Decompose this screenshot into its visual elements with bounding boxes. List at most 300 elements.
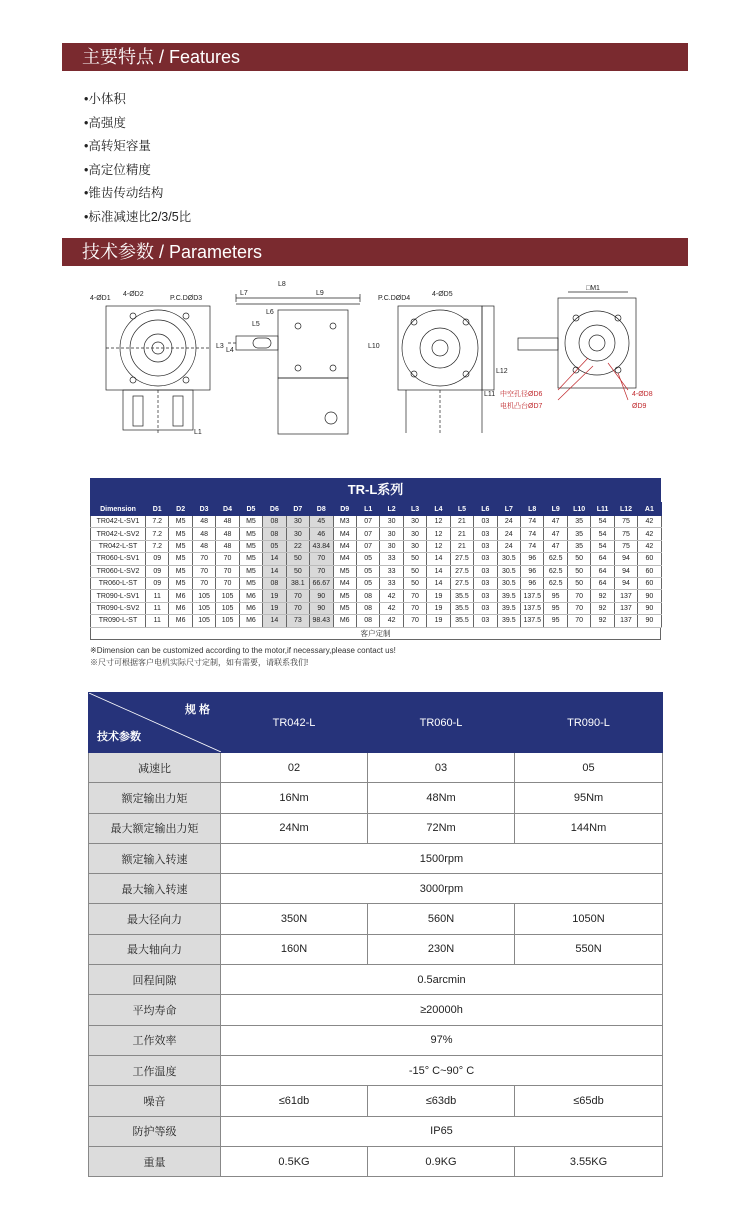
- dimension-cell: 62.5: [544, 577, 567, 589]
- dimension-cell: M4: [333, 577, 356, 589]
- feature-item: •高强度: [84, 115, 126, 130]
- dimension-cell: TR042-L-SV1: [91, 516, 146, 528]
- dimension-cell: 70: [192, 553, 215, 565]
- dimension-cell: 19: [263, 602, 286, 614]
- dimension-cell: 09: [146, 565, 169, 577]
- dimension-cell: 137.5: [521, 615, 544, 627]
- dimension-cell: 05: [356, 577, 379, 589]
- dimension-cell: M5: [169, 540, 192, 552]
- dimension-cell: 21: [450, 516, 473, 528]
- dimension-cell: 70: [567, 615, 590, 627]
- dimension-cell: 74: [521, 540, 544, 552]
- dimension-cell: 30: [286, 516, 309, 528]
- feature-item: •高转矩容量: [84, 139, 151, 153]
- spec-row-label: 回程间隙: [89, 965, 221, 995]
- dimension-cell: 137: [614, 602, 637, 614]
- dimension-cell: 05: [356, 553, 379, 565]
- dimension-cell: 09: [146, 577, 169, 589]
- dimension-cell: M5: [239, 516, 262, 528]
- dimension-header-cell: L12: [614, 503, 637, 516]
- dimension-header-cell: D2: [169, 503, 192, 516]
- spec-row-label: 重量: [89, 1146, 221, 1176]
- spec-row-label: 工作温度: [89, 1055, 221, 1085]
- dimension-cell: 07: [356, 528, 379, 540]
- dimension-cell: 92: [591, 590, 614, 602]
- dimension-cell: 70: [567, 590, 590, 602]
- dimension-table: [90, 502, 662, 628]
- dimension-cell: 24: [497, 516, 520, 528]
- dimension-cell: M5: [169, 553, 192, 565]
- dimension-cell: 50: [403, 553, 426, 565]
- dimension-cell: 03: [474, 516, 497, 528]
- dimension-cell: 64: [591, 565, 614, 577]
- dimension-cell: 08: [263, 516, 286, 528]
- dimension-row: [91, 553, 662, 565]
- feature-item: •高定位精度: [84, 162, 151, 177]
- dimension-cell: 47: [544, 540, 567, 552]
- dimension-cell: 50: [567, 565, 590, 577]
- dimension-cell: 19: [427, 590, 450, 602]
- dimension-cell: M4: [333, 553, 356, 565]
- spec-value-merged: -15° C~90° C: [221, 1055, 663, 1085]
- dimension-cell: 21: [450, 540, 473, 552]
- dimension-cell: 95: [544, 615, 567, 627]
- dimension-cell: 94: [614, 577, 637, 589]
- dimension-cell: 70: [403, 590, 426, 602]
- drawing-label: L10: [368, 343, 380, 350]
- spec-value: ≤63db: [368, 1086, 515, 1116]
- drawing-label: L8: [278, 281, 286, 288]
- dimension-cell: 48: [216, 516, 239, 528]
- spec-row-label: 额定输入转速: [89, 843, 221, 873]
- dimension-cell: 7.2: [146, 540, 169, 552]
- drawing-label: P.C.DØD3: [170, 295, 203, 302]
- spec-row: [89, 1146, 663, 1176]
- dimension-cell: 35.5: [450, 602, 473, 614]
- dimension-cell: 38.1: [286, 577, 309, 589]
- dimension-cell: 54: [591, 528, 614, 540]
- spec-row: [89, 874, 663, 904]
- drawing-label: P.C.DØD4: [378, 295, 411, 302]
- dimension-cell: 92: [591, 602, 614, 614]
- dimension-row: [91, 528, 662, 540]
- spec-value: 1050N: [515, 904, 663, 934]
- spec-value-merged: 1500rpm: [221, 843, 663, 873]
- spec-value: 0.9KG: [368, 1146, 515, 1176]
- dimension-cell: 70: [310, 553, 333, 565]
- spec-row-label: 最大输入转速: [89, 874, 221, 904]
- spec-header-row: [89, 693, 663, 753]
- dimension-cell: 03: [474, 615, 497, 627]
- dimension-cell: 54: [591, 540, 614, 552]
- feature-item: •锥齿传动结构: [84, 186, 164, 200]
- dimension-cell: 03: [474, 602, 497, 614]
- dimension-cell: 42: [380, 590, 403, 602]
- dimension-cell: 14: [263, 615, 286, 627]
- spec-row: [89, 843, 663, 873]
- dimension-cell: 03: [474, 577, 497, 589]
- spec-value: 550N: [515, 934, 663, 964]
- dimension-header-cell: L7: [497, 503, 520, 516]
- note-en: ※Dimension can be customized according to the motor,if necessary,please contact us!: [90, 646, 396, 655]
- dimension-cell: M5: [239, 540, 262, 552]
- dimension-cell: 03: [474, 590, 497, 602]
- drawing-label: 4-ØD2: [123, 291, 144, 298]
- dimension-cell: 14: [427, 553, 450, 565]
- dimension-header-cell: D9: [333, 503, 356, 516]
- dimension-cell: 90: [310, 602, 333, 614]
- dimension-cell: 39.5: [497, 602, 520, 614]
- dimension-cell: 90: [310, 590, 333, 602]
- dimension-cell: 12: [427, 528, 450, 540]
- dimension-cell: 11: [146, 602, 169, 614]
- dimension-cell: 70: [286, 590, 309, 602]
- dimension-cell: 62.5: [544, 565, 567, 577]
- spec-value-merged: IP65: [221, 1116, 663, 1146]
- dimension-cell: 98.43: [310, 615, 333, 627]
- dimension-cell: 50: [403, 577, 426, 589]
- drawing-label: 4-ØD5: [432, 291, 453, 298]
- spec-row: [89, 1116, 663, 1146]
- drawing-label: L9: [316, 290, 324, 297]
- spec-value: 0.5KG: [221, 1146, 368, 1176]
- dimension-cell: M6: [169, 602, 192, 614]
- spec-value: 3.55KG: [515, 1146, 663, 1176]
- dimension-cell: 50: [286, 553, 309, 565]
- drawing-label: L4: [226, 347, 234, 354]
- spec-row: [89, 995, 663, 1025]
- spec-value: 350N: [221, 904, 368, 934]
- spec-value: 95Nm: [515, 783, 663, 813]
- dimension-cell: 21: [450, 528, 473, 540]
- dimension-header-cell: D8: [310, 503, 333, 516]
- dimension-cell: 07: [356, 516, 379, 528]
- drawing-label: ØD9: [632, 403, 647, 410]
- dimension-cell: M5: [239, 577, 262, 589]
- spec-value: 160N: [221, 934, 368, 964]
- dimension-cell: 75: [614, 528, 637, 540]
- model-header: TR090-L: [515, 693, 663, 753]
- dimension-cell: 19: [427, 602, 450, 614]
- dimension-header-cell: L9: [544, 503, 567, 516]
- dimension-cell: 35.5: [450, 615, 473, 627]
- spec-value: 05: [515, 753, 663, 783]
- dimension-cell: 74: [521, 516, 544, 528]
- dimension-cell: 48: [192, 516, 215, 528]
- dimension-cell: 08: [356, 590, 379, 602]
- dimension-cell: 03: [474, 528, 497, 540]
- dimension-cell: 105: [192, 615, 215, 627]
- dimension-cell: 22: [286, 540, 309, 552]
- dimension-cell: 60: [638, 577, 661, 589]
- dimension-cell: 33: [380, 565, 403, 577]
- dimension-row: [91, 615, 662, 627]
- dimension-cell: 30: [286, 528, 309, 540]
- spec-value: ≤61db: [221, 1086, 368, 1116]
- dimension-cell: 50: [403, 565, 426, 577]
- dimension-cell: TR090-L-SV2: [91, 602, 146, 614]
- dimension-cell: 90: [638, 590, 661, 602]
- dimension-header-cell: D7: [286, 503, 309, 516]
- dimension-cell: 137: [614, 615, 637, 627]
- drawing-label: L12: [496, 368, 508, 375]
- dimension-cell: 05: [356, 565, 379, 577]
- dimension-cell: TR060-L-ST: [91, 577, 146, 589]
- dimension-header-cell: D5: [239, 503, 262, 516]
- dimension-cell: M5: [169, 577, 192, 589]
- spec-value: 72Nm: [368, 813, 515, 843]
- dimension-cell: 08: [263, 577, 286, 589]
- dimension-cell: 07: [356, 540, 379, 552]
- dimension-cell: 42: [380, 602, 403, 614]
- dimension-cell: 30: [380, 540, 403, 552]
- dimension-cell: 70: [567, 602, 590, 614]
- dimension-cell: M6: [239, 602, 262, 614]
- dimension-cell: 105: [192, 602, 215, 614]
- dimension-cell: 42: [638, 516, 661, 528]
- drawing-label: L3: [216, 343, 224, 350]
- dimension-cell: TR060-L-SV2: [91, 565, 146, 577]
- dimension-cell: 33: [380, 577, 403, 589]
- dimension-cell: 09: [146, 553, 169, 565]
- dimension-cell: M5: [239, 528, 262, 540]
- dimension-cell: 27.5: [450, 577, 473, 589]
- spec-row-label: 最大轴向力: [89, 934, 221, 964]
- dimension-cell: 75: [614, 540, 637, 552]
- dimension-cell: 47: [544, 516, 567, 528]
- dimension-cell: 64: [591, 553, 614, 565]
- dimension-header-cell: L11: [591, 503, 614, 516]
- dimension-cell: M5: [333, 565, 356, 577]
- dimension-cell: 12: [427, 516, 450, 528]
- dimension-cell: 66.67: [310, 577, 333, 589]
- dimension-cell: 03: [474, 553, 497, 565]
- dimension-cell: 42: [638, 540, 661, 552]
- spec-value: ≤65db: [515, 1086, 663, 1116]
- dimension-cell: 14: [263, 553, 286, 565]
- dimension-cell: 08: [356, 602, 379, 614]
- drawing-label: L1: [194, 429, 202, 436]
- spec-row: [89, 753, 663, 783]
- dimension-cell: 70: [192, 565, 215, 577]
- dimension-cell: 94: [614, 565, 637, 577]
- dimension-cell: 30.5: [497, 577, 520, 589]
- dimension-cell: M4: [333, 540, 356, 552]
- dimension-cell: M6: [169, 615, 192, 627]
- dimension-cell: 75: [614, 516, 637, 528]
- dimension-cell: 95: [544, 602, 567, 614]
- spec-value-merged: ≥20000h: [221, 995, 663, 1025]
- dimension-cell: 19: [427, 615, 450, 627]
- drawing-label: 中空孔径ØD6: [500, 391, 543, 398]
- dimension-cell: M5: [333, 602, 356, 614]
- dimension-cell: M5: [169, 565, 192, 577]
- dimension-cell: 19: [263, 590, 286, 602]
- corner-top-label: 规 格: [184, 704, 210, 716]
- dimension-header-cell: D3: [192, 503, 215, 516]
- dimension-cell: 08: [356, 615, 379, 627]
- dimension-header-cell: L10: [567, 503, 590, 516]
- dimension-header-cell: D1: [146, 503, 169, 516]
- spec-value: 02: [221, 753, 368, 783]
- spec-row-label: 额定输出力矩: [89, 783, 221, 813]
- spec-value: 48Nm: [368, 783, 515, 813]
- dimension-cell: 70: [286, 602, 309, 614]
- dimension-cell: M5: [169, 528, 192, 540]
- dimension-cell: 70: [192, 577, 215, 589]
- dimension-header-cell: L3: [403, 503, 426, 516]
- dimension-header-cell: D4: [216, 503, 239, 516]
- drawing-label: 电机凸台ØD7: [500, 403, 543, 410]
- dimension-cell: 62.5: [544, 553, 567, 565]
- dimension-cell: 03: [474, 565, 497, 577]
- dimension-header-cell: A1: [638, 503, 661, 516]
- spec-value: 560N: [368, 904, 515, 934]
- spec-value: 03: [368, 753, 515, 783]
- spec-row: [89, 813, 663, 843]
- spec-value: 24Nm: [221, 813, 368, 843]
- dimension-cell: 14: [427, 565, 450, 577]
- dimension-cell: TR090-L-ST: [91, 615, 146, 627]
- dimension-row: [91, 565, 662, 577]
- dimension-cell: 27.5: [450, 553, 473, 565]
- spec-row-label: 防护等级: [89, 1116, 221, 1146]
- dimension-header-cell: L6: [474, 503, 497, 516]
- spec-row-label: 工作效率: [89, 1025, 221, 1055]
- dimension-header-cell: Dimension: [91, 503, 146, 516]
- dimension-header-cell: L4: [427, 503, 450, 516]
- corner-bottom-label: 技术参数: [97, 731, 141, 743]
- dimension-table-wrap: [90, 478, 661, 640]
- dimension-cell: 96: [521, 577, 544, 589]
- dimension-header-cell: L5: [450, 503, 473, 516]
- drawing-label: 4-ØD1: [90, 295, 111, 302]
- dimension-cell: 35: [567, 516, 590, 528]
- dimension-cell: 70: [403, 602, 426, 614]
- spec-value-merged: 97%: [221, 1025, 663, 1055]
- dimension-cell: 105: [216, 590, 239, 602]
- spec-corner: [89, 693, 221, 753]
- dimension-cell: TR042-L-ST: [91, 540, 146, 552]
- dimension-cell: 45: [310, 516, 333, 528]
- dimension-table-footer: 客户定制: [90, 628, 661, 640]
- notes: [90, 645, 396, 669]
- dimension-cell: M6: [239, 590, 262, 602]
- drawing-label: □M1: [586, 285, 600, 292]
- dimension-cell: 24: [497, 528, 520, 540]
- dimension-cell: 105: [192, 590, 215, 602]
- dimension-cell: 30.5: [497, 553, 520, 565]
- dimension-cell: 70: [216, 553, 239, 565]
- spec-row: [89, 1055, 663, 1085]
- dimension-cell: 50: [286, 565, 309, 577]
- dimension-cell: 105: [216, 615, 239, 627]
- parameters-section-title: 技术参数 / Parameters: [62, 238, 688, 266]
- dimension-cell: 05: [263, 540, 286, 552]
- dimension-cell: 30: [403, 516, 426, 528]
- dimension-cell: 46: [310, 528, 333, 540]
- dimension-cell: 47: [544, 528, 567, 540]
- dimension-body: [91, 516, 662, 628]
- dimension-cell: M5: [239, 565, 262, 577]
- dimension-cell: M6: [169, 590, 192, 602]
- dimension-cell: 90: [638, 602, 661, 614]
- dimension-row: [91, 577, 662, 589]
- spec-row-label: 最大额定输出力矩: [89, 813, 221, 843]
- spec-row: [89, 783, 663, 813]
- dimension-cell: 94: [614, 553, 637, 565]
- spec-table: [88, 692, 663, 1177]
- dimension-cell: TR090-L-SV1: [91, 590, 146, 602]
- dimension-cell: 70: [403, 615, 426, 627]
- dimension-cell: 95: [544, 590, 567, 602]
- dimension-cell: M4: [333, 528, 356, 540]
- dimension-cell: 137: [614, 590, 637, 602]
- dimension-cell: 92: [591, 615, 614, 627]
- dimension-cell: 7.2: [146, 528, 169, 540]
- dimension-cell: M3: [333, 516, 356, 528]
- dimension-cell: 48: [216, 528, 239, 540]
- dimension-row: [91, 540, 662, 552]
- dimension-cell: 03: [474, 540, 497, 552]
- spec-row: [89, 934, 663, 964]
- dimension-cell: 7.2: [146, 516, 169, 528]
- features-section-title: 主要特点 / Features: [62, 43, 688, 71]
- dimension-cell: 48: [216, 540, 239, 552]
- dimension-cell: 24: [497, 540, 520, 552]
- spec-value-merged: 3000rpm: [221, 874, 663, 904]
- model-header: TR060-L: [368, 693, 515, 753]
- spec-value: 144Nm: [515, 813, 663, 843]
- dimension-cell: 11: [146, 615, 169, 627]
- dimension-cell: 60: [638, 565, 661, 577]
- dimension-row: [91, 590, 662, 602]
- spec-row-label: 平均寿命: [89, 995, 221, 1025]
- dimension-header-cell: L8: [521, 503, 544, 516]
- dimension-cell: M5: [239, 553, 262, 565]
- dimension-cell: 14: [263, 565, 286, 577]
- dimension-cell: 35: [567, 528, 590, 540]
- dimension-header-cell: L2: [380, 503, 403, 516]
- dimension-cell: 30.5: [497, 565, 520, 577]
- dimension-cell: M6: [333, 615, 356, 627]
- drawing-label: L6: [266, 309, 274, 316]
- dimension-cell: 70: [310, 565, 333, 577]
- dimension-cell: 105: [216, 602, 239, 614]
- dimension-cell: 43.84: [310, 540, 333, 552]
- dimension-cell: 137.5: [521, 602, 544, 614]
- dimension-cell: 42: [638, 528, 661, 540]
- drawing-label: L5: [252, 321, 260, 328]
- dimension-cell: 54: [591, 516, 614, 528]
- dimension-cell: 11: [146, 590, 169, 602]
- dimension-cell: 64: [591, 577, 614, 589]
- dimension-header-cell: L1: [356, 503, 379, 516]
- dimension-cell: TR042-L-SV2: [91, 528, 146, 540]
- dimension-cell: 30: [403, 528, 426, 540]
- dimension-cell: 73: [286, 615, 309, 627]
- model-header: TR042-L: [221, 693, 368, 753]
- dimension-row: [91, 602, 662, 614]
- dimension-cell: 39.5: [497, 590, 520, 602]
- dimension-cell: 39.5: [497, 615, 520, 627]
- dimension-cell: 96: [521, 565, 544, 577]
- dimension-cell: 60: [638, 553, 661, 565]
- dimension-cell: 90: [638, 615, 661, 627]
- dimension-cell: 50: [567, 553, 590, 565]
- dimension-row: [91, 516, 662, 528]
- dimension-cell: 137.5: [521, 590, 544, 602]
